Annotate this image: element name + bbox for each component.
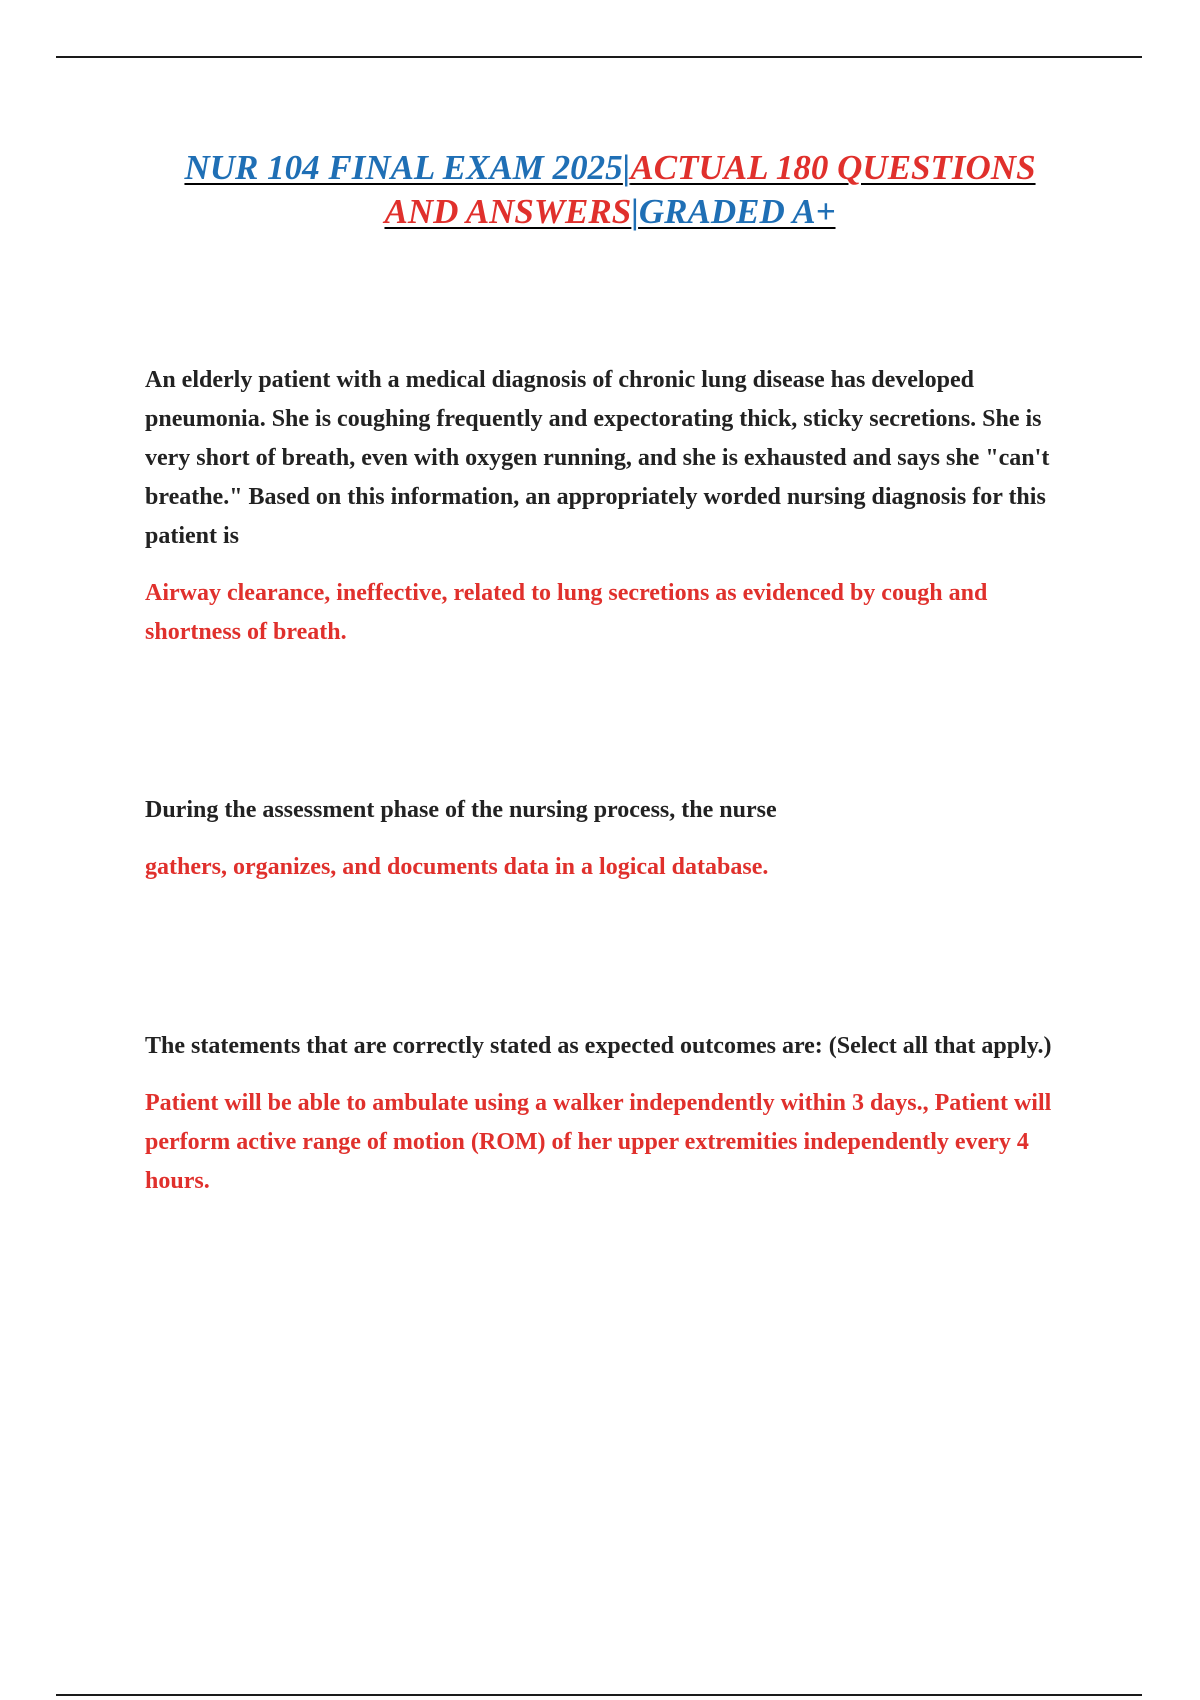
qa-item (145, 791, 1075, 887)
answer-text: Airway clearance, ineffective, related to lung secretions as evidenced by cough and shortness of breath. (145, 580, 988, 645)
title-separator: | (622, 148, 631, 187)
answer-text: Patient will be able to ambulate using a walker independently within 3 days., Patient will perform active range of motion (ROM) of her upper extremities independently every 4 hours. (145, 1090, 1052, 1194)
qa-item (145, 1027, 1075, 1201)
document-title (130, 146, 1090, 234)
question-text: The statements that are correctly stated as expected outcomes are: (Select all that apply.) (145, 1033, 1052, 1059)
answer-text: gathers, organizes, and documents data in a logical database. (145, 854, 769, 880)
qa-item (145, 361, 1075, 652)
title-answers: AND ANSWERS (384, 192, 632, 231)
title-questions: ACTUAL 180 QUESTIONS (630, 148, 1036, 187)
title-course: NUR 104 FINAL EXAM 2025 (184, 148, 623, 187)
question-text: An elderly patient with a medical diagnosis of chronic lung disease has developed pneumonia. She is coughing frequently and expectorating thick, sticky secretions. She is very short of breath, even with oxygen running, and she is exhausted and says she "can't breathe." Based on this information, an appropriately worded nursing diagnosis for this patient is (145, 367, 1050, 549)
title-separator: | (631, 192, 639, 231)
question-text: During the assessment phase of the nursing process, the nurse (145, 797, 777, 823)
title-grade: GRADED A+ (638, 192, 836, 231)
bottom-rule (56, 1694, 1142, 1696)
top-rule (56, 56, 1142, 58)
